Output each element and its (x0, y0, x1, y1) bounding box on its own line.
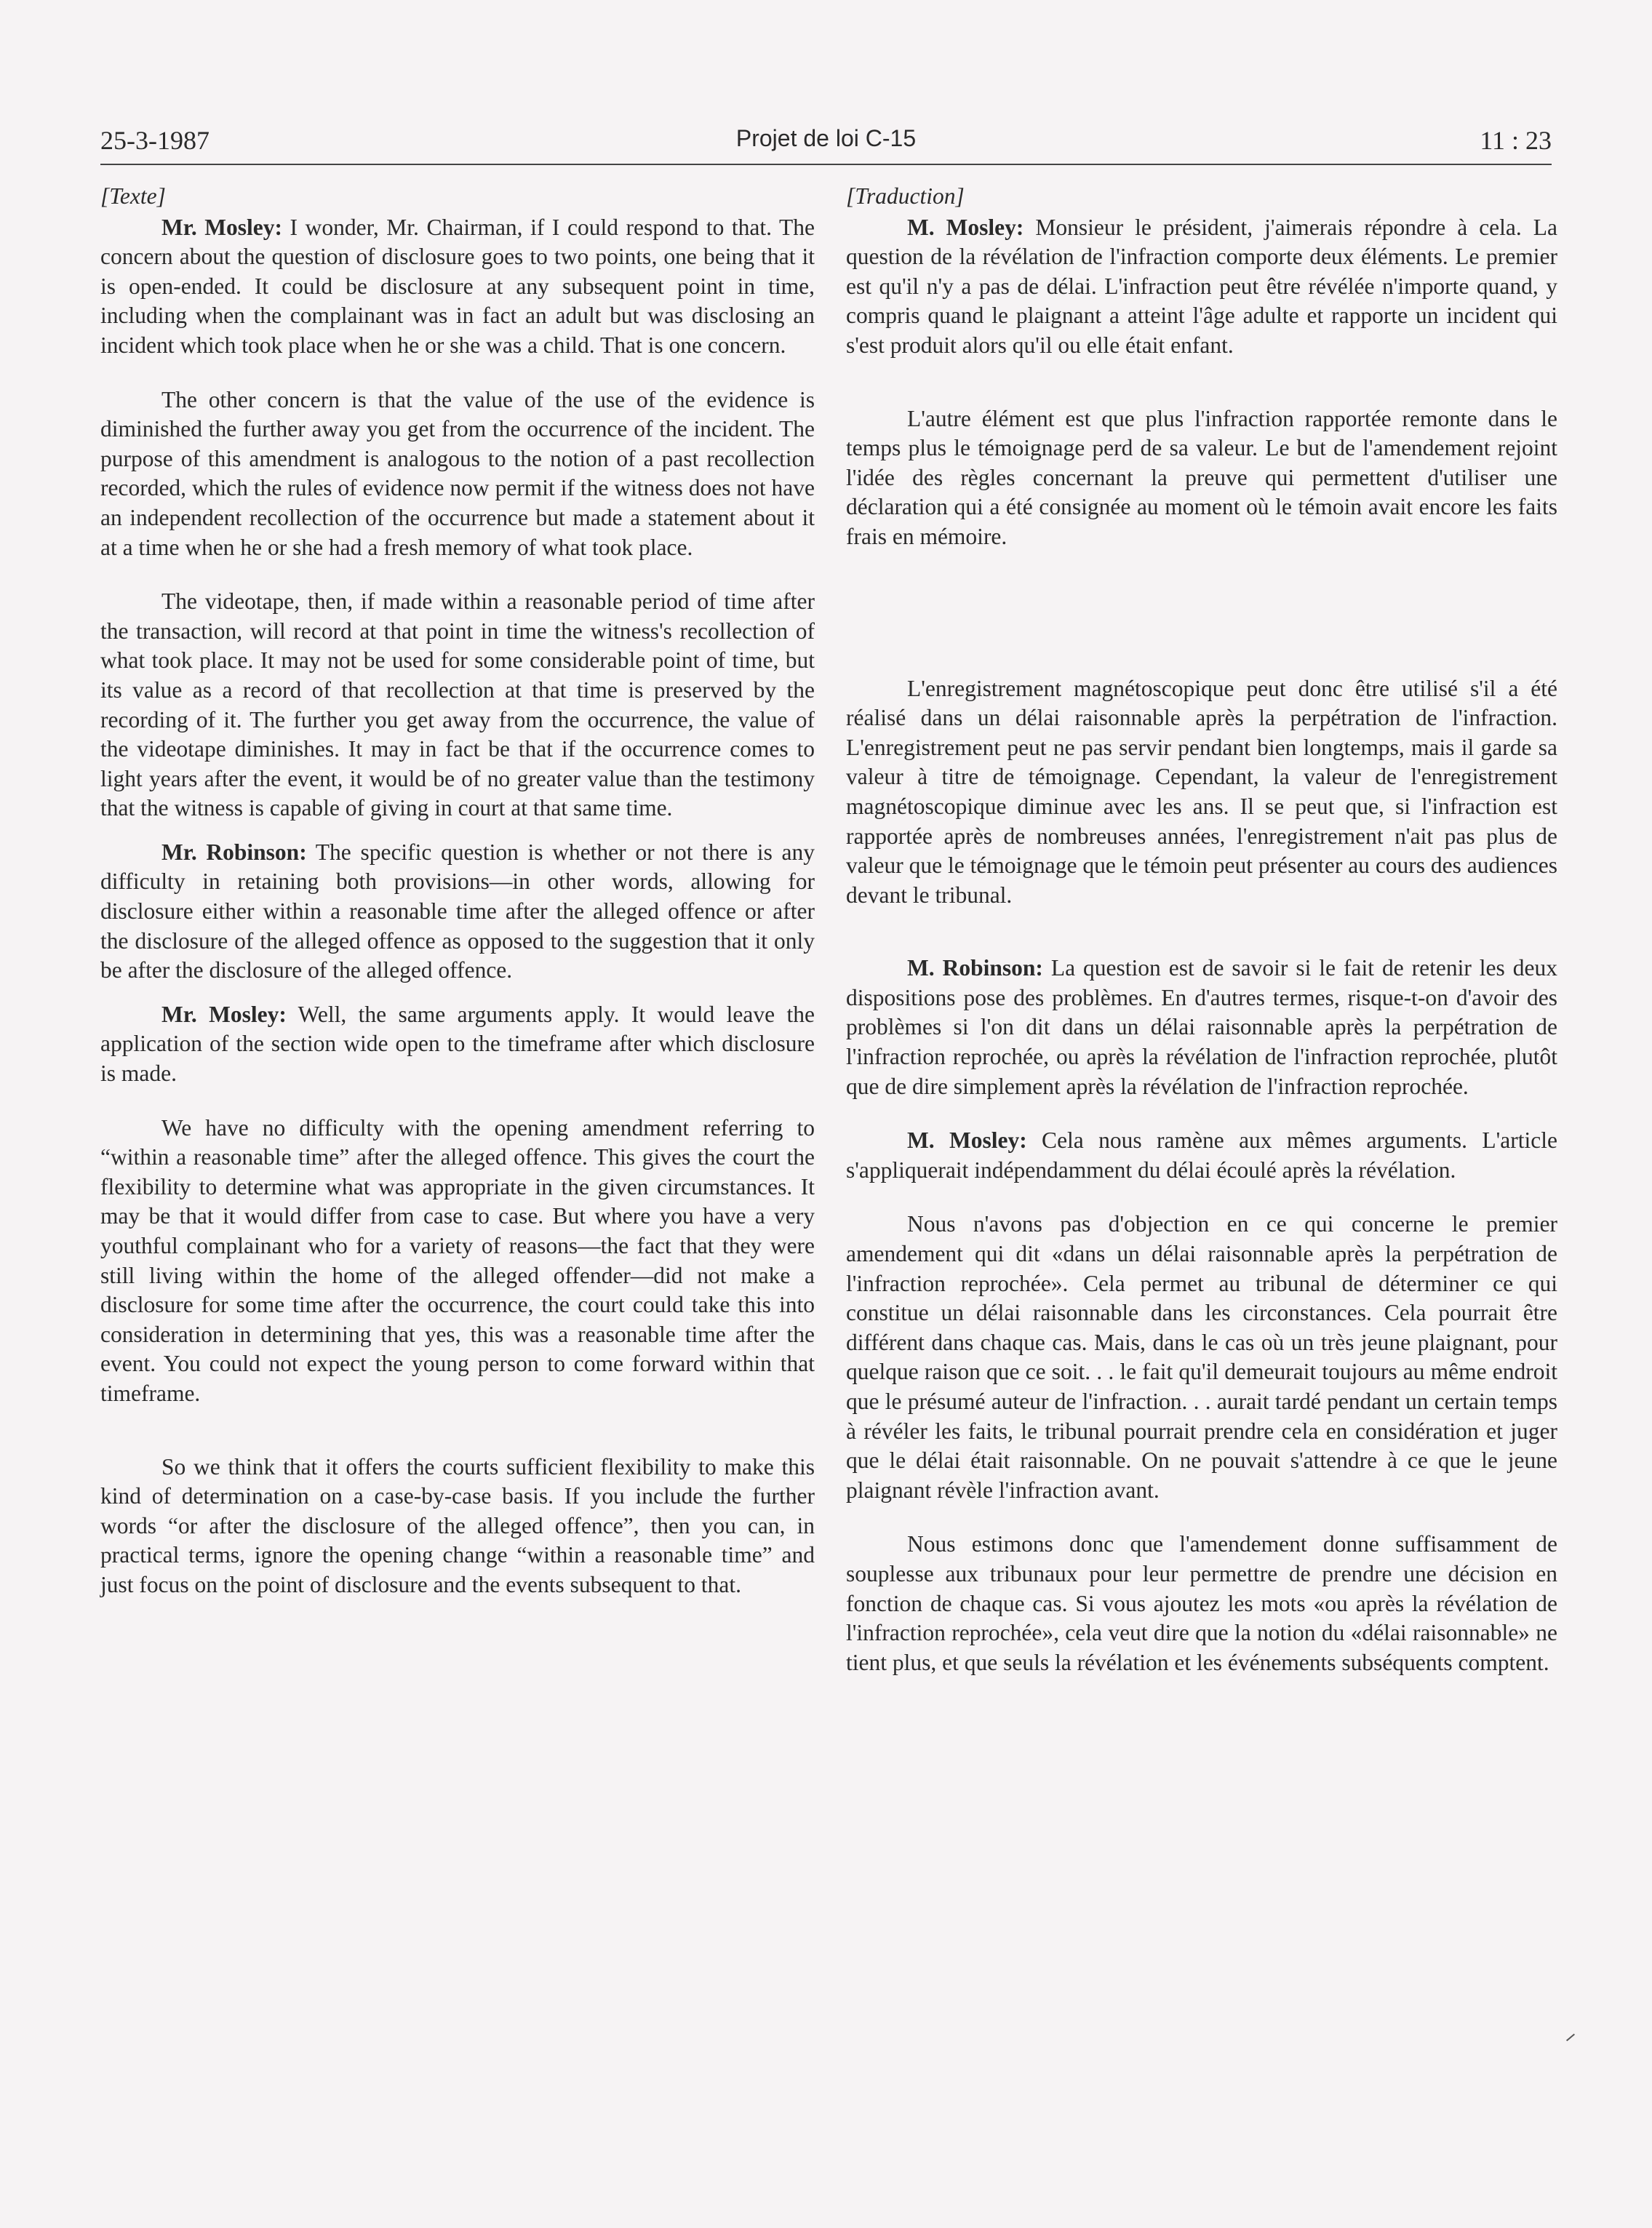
paragraph (846, 404, 1557, 552)
paragraph-text: L'autre élément est que plus l'infraction rapportée remonte dans le temps plus le témoignage perd de sa valeur. Le but de l'amendement rejoint l'idée des règles concernant la preuve qui permettent d'utiliser une déclaration qui a été consignée au moment où le témoin avait encore les faits frais en mémoire. (846, 405, 1557, 549)
paragraph-text: Nous n'avons pas d'objection en ce qui concerne le premier amendement qui dit «dans un délai raisonnable après la perpétration de l'infraction reprochée». Cela permet au tribunal de déterminer ce qui constitue un délai raisonnable dans les circonstances. Cela pourrait être différent dans chaque cas. Mais, dans le cas où un très jeune plaignant, pour quelque raison que ce soit. . . le fait qu'il demeurait toujours au même endroit que le présumé auteur de l'infraction. . . aurait tardé pendant un certain temps à révéler les faits, le tribunal pourrait prendre cela en considération et juger que le délai était raisonnable. On ne pouvait s'attendre à ce que le jeune plaignant révèle l'infraction avant. (846, 1211, 1557, 1503)
paragraph (100, 213, 815, 361)
paragraph (100, 838, 815, 986)
paragraph (846, 1530, 1557, 1677)
paragraph-text: The videotape, then, if made within a reasonable period of time after the transaction, will record at that point in time the witness's recollection of what took place. It may not be used for some considerable point of time, but its value as a record of that recollection at that time is preserved by the recording of it. The further you get away from the occurrence, the value of the videotape diminishes. It may in fact be that if the occurrence comes to light years after the event, it would be of no greater value than the testimony that the witness is capable of giving in court at that same time. (100, 588, 815, 821)
paragraph-text: L'enregistrement magnétoscopique peut donc être utilisé s'il a été réalisé dans un délai raisonnable après la perpétration de l'infraction. L'enregistrement peut ne pas servir pendant bien longtemps, mais il garde sa valeur à titre de témoignage. Cependant, la valeur de l'enregistrement magnétoscopique diminue avec les ans. Il se peut que, si l'infraction est rapportée après de nombreuses années, l'enregistrement n'ait pas plus de valeur que le témoignage que le témoin peut présenter au cours des audiences devant le tribunal. (846, 675, 1557, 908)
paragraph (846, 674, 1557, 911)
paragraph (846, 213, 1557, 361)
texte-label: [Texte] (100, 183, 166, 209)
paragraph-text: La question est de savoir si le fait de retenir les deux dispositions pose des problèmes. En d'autres termes, risque-t-on d'avoir des problèmes si l'on dit dans un délai raisonnable après la perpétration de l'infraction reprochée, ou après la révélation de l'infraction reprochée, plutôt que de dire simplement après la révélation de l'infraction reprochée. (846, 955, 1557, 1099)
paragraph-text: The specific question is whether or not there is any difficulty in retaining both provisions—in other words, allowing for disclosure either within a reasonable time after the alleged offence or after the disclosure of the alleged offence as opposed to the suggestion that it only be after the disclosure of the alleged offence. (100, 839, 815, 983)
paragraph-text: Nous estimons donc que l'amendement donne suffisamment de souplesse aux tribunaux pour leur permettre de prendre une décision en fonction de chaque cas. Si vous ajoutez les mots «ou après la révélation de l'infraction reprochée», cela veut dire que la notion du «délai raisonnable» ne tient plus, et que seuls la révélation et les événements subséquents comptent. (846, 1531, 1557, 1675)
paragraph (100, 1000, 815, 1089)
paragraph-text: We have no difficulty with the opening amendment referring to “within a reasonable time” after the alleged offence. This gives the court the flexibility to determine what was appropriate in the given circumstances. It may be that it would differ from case to case. But where you have a very youthful complainant who for a variety of reasons—the fact that they were still living within the home of the alleged offender—did not make a disclosure for some time after the occurrence, the court could take this into consideration in determining that yes, this was a reasonable time after the event. You could not expect the young person to come forward within that timeframe. (100, 1114, 815, 1406)
speaker-name: M. Mosley: (907, 214, 1024, 240)
paragraph (100, 1114, 815, 1409)
traduction-label: [Traduction] (846, 183, 965, 209)
english-column (100, 182, 815, 1600)
pen-mark (1566, 2034, 1575, 2042)
paragraph-text: I wonder, Mr. Chairman, if I could respond to that. The concern about the question of disclosure goes to two points, one being that it is open-ended. It could be disclosure at any subsequent point in time, including when the complainant was in fact an adult but was disclosing an incident which took place when he or she was a child. That is one concern. (100, 214, 815, 358)
paragraph-text: Cela nous ramène aux mêmes arguments. L'article s'appliquerait indépendamment du délai écoulé après la révélation. (846, 1127, 1557, 1183)
speaker-name: M. Mosley: (907, 1127, 1027, 1154)
paragraph (846, 1210, 1557, 1505)
speaker-name: Mr. Mosley: (161, 1001, 287, 1027)
paragraph (100, 1453, 815, 1600)
paragraph-text: So we think that it offers the courts sufficient flexibility to make this kind of determination on a case-by-case basis. If you include the further words “or after the disclosure of the alleged offence”, then you can, in practical terms, ignore the opening change “within a reasonable time” and just focus on the point of disclosure and the events subsequent to that. (100, 1453, 815, 1597)
paragraph-text: The other concern is that the value of the use of the evidence is diminished the further away you get from the occurrence of the incident. The purpose of this amendment is analogous to the notion of a past recollection recorded, which the rules of evidence now permit if the witness does not have an independent recollection of the occurrence but made a statement about it at a time when he or she had a fresh memory of what took place. (100, 386, 815, 560)
speaker-name: Mr. Mosley: (161, 214, 282, 240)
french-column (846, 182, 1557, 1677)
header-rule (100, 164, 1552, 165)
speaker-name: Mr. Robinson: (161, 839, 307, 865)
header-page-number: 11 : 23 (1480, 126, 1552, 155)
paragraph (100, 386, 815, 563)
paragraph (846, 1126, 1557, 1185)
paragraph-text: Well, the same arguments apply. It would leave the application of the section wide open to the timeframe after which disclosure is made. (100, 1001, 815, 1087)
header-date: 25-3-1987 (100, 126, 210, 155)
paragraph-text: Monsieur le président, j'aimerais répondre à cela. La question de la révélation de l'infraction comporte deux éléments. Le premier est qu'il n'y a pas de délai. L'infraction peut être révélée n'importe quand, y compris quand le plaignant a atteint l'âge adulte et rapporte un incident qui s'est produit alors qu'il ou elle était enfant. (846, 214, 1557, 358)
page-header (100, 125, 1552, 169)
paragraph (100, 587, 815, 823)
paragraph (846, 954, 1557, 1101)
header-title: Projet de loi C-15 (735, 125, 917, 151)
speaker-name: M. Robinson: (907, 955, 1043, 981)
